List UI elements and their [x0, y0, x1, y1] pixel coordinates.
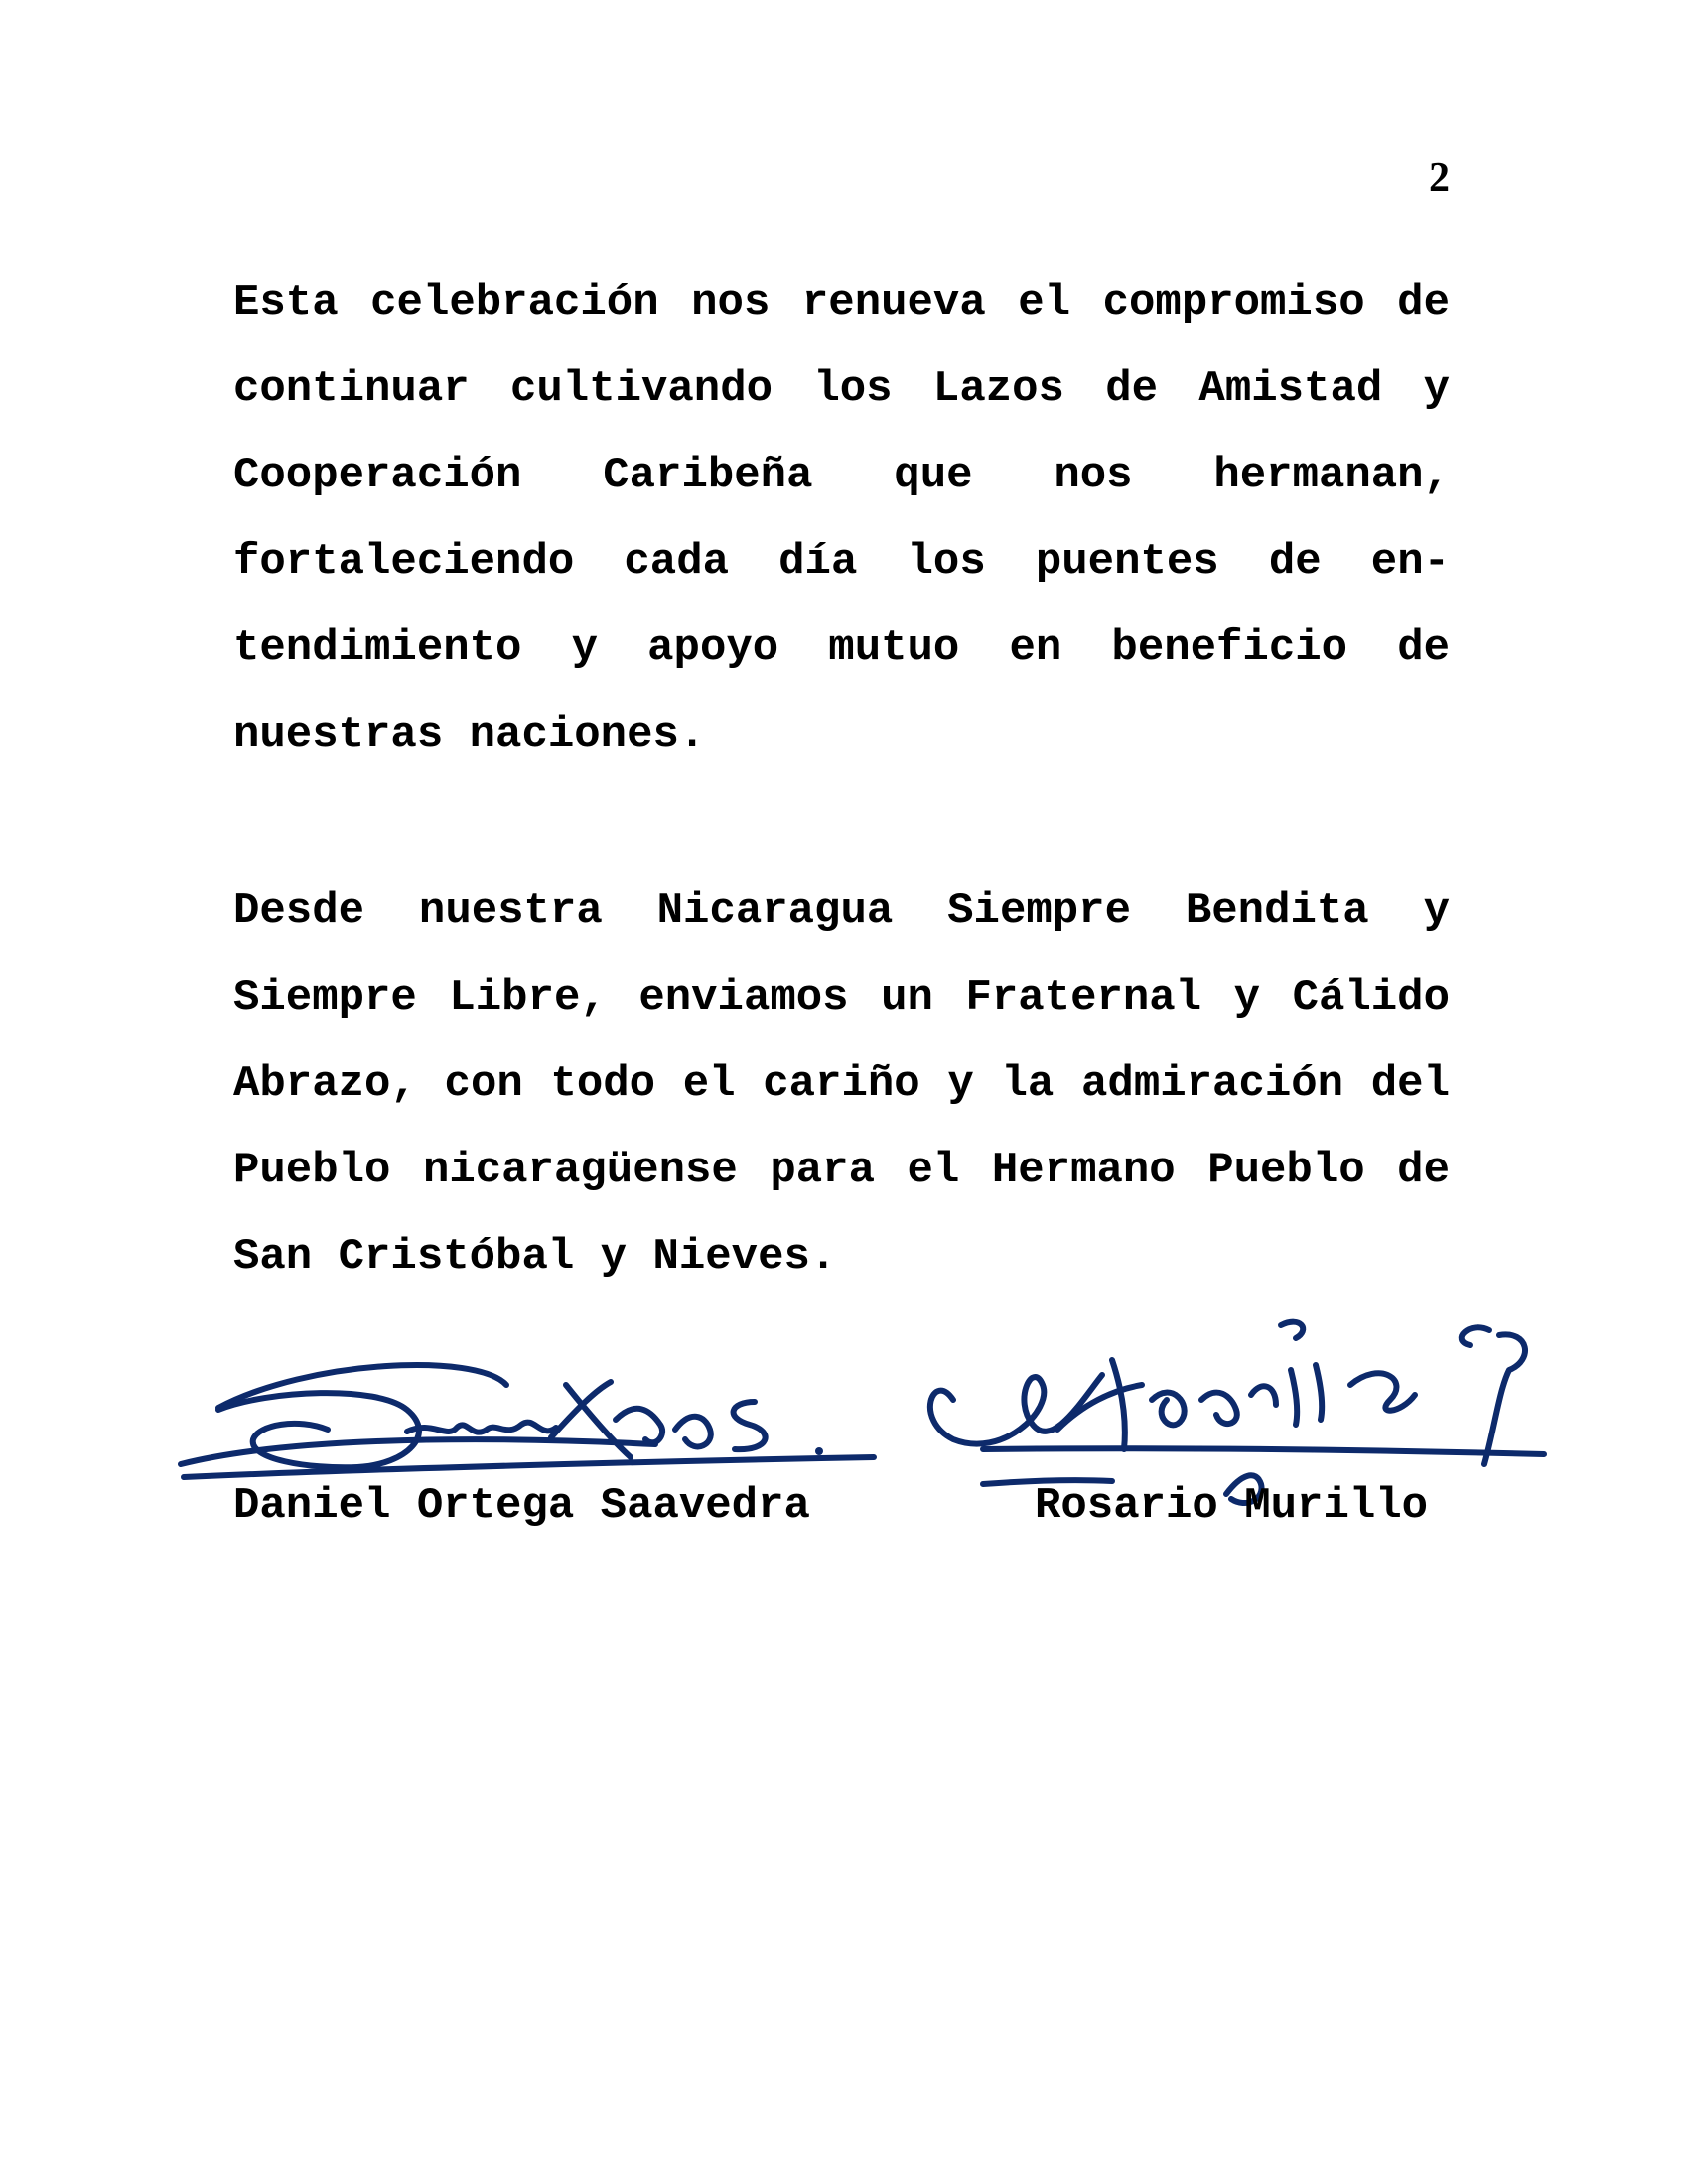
signature-rosario-murillo — [930, 1322, 1544, 1503]
signer-name-2: Rosario Murillo — [1035, 1481, 1429, 1531]
paragraph-1: Esta celebración nos renueva el compromiso de continuar cultivando los Lazos de Amistad y Cooperación Caribeña que nos hermanan, fortaleciendo cada día los puentes de en-tendimiento y apoyo mutuo en beneficio de nuestras naciones. — [233, 278, 1450, 759]
page-number: 2 — [1429, 155, 1450, 201]
signature-daniel-ortega — [181, 1365, 874, 1477]
signer-name-1: Daniel Ortega Saavedra — [233, 1481, 810, 1531]
paragraph-2: Desde nuestra Nicaragua Siempre Bendita y Siempre Libre, enviamos un Fraternal y Cálido Abrazo, con todo el cariño y la admiración del Pueblo nicaragüense para el Hermano Pueblo de San Cristóbal y Nieves. — [233, 887, 1450, 1282]
